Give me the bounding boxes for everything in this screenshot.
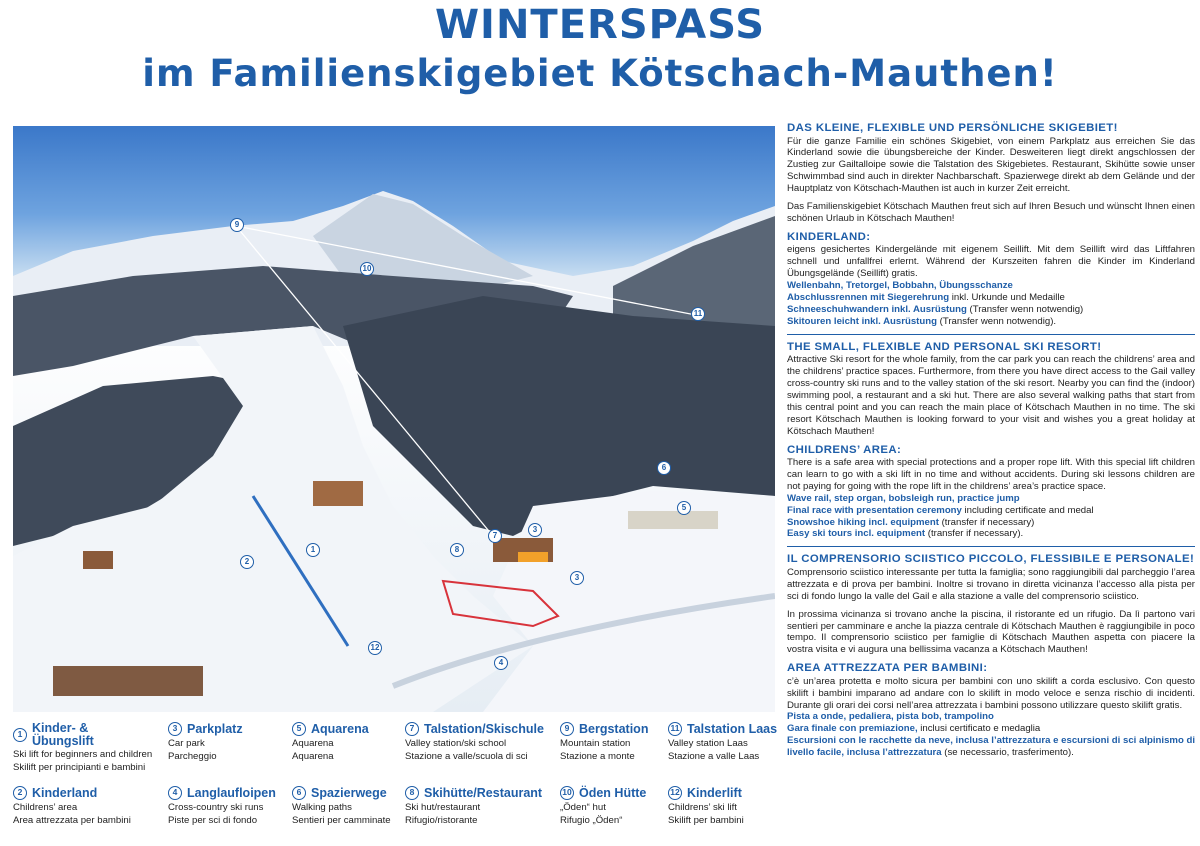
- list-item: Skitouren leicht inkl. Ausrüstung (Transfer wenn notwendig).: [787, 315, 1057, 327]
- italian-intro: Comprensorio sciistico interessante per tutta la famiglia; sono raggiungibili dal parcheggio l’area attrezzata e di prova per bambini. Inoltre si trovano in diretta vicinanza l’accesso alla pista per sci di fondo lungo la valle del Gail e alla stazione a valle del comprensorio sciistico.: [787, 566, 1195, 602]
- number-badge: 10: [560, 786, 574, 800]
- number-badge: 5: [292, 722, 306, 736]
- legend-line-en: Cross-country ski runs: [168, 802, 264, 813]
- italian-children-area-text: c’è un’area protetta e molto sicura per bambini con uno skilift a corda esclusivo. Con questo skilift i bambini imparano ad andare con lo skilift in modo veloce e senza rischio di incidenti. Durante gli orari dei corsi nell’area attrezzata i bambini possono utilizzare questo skilift gratis.: [787, 675, 1195, 711]
- list-item: Easy ski tours incl. equipment (transfer if necessary).: [787, 528, 1024, 540]
- legend-line-en: Mountain station: [560, 738, 631, 749]
- german-offer-list: [787, 280, 1195, 328]
- info-column: [787, 122, 1195, 761]
- legend-line-it: Rifugio/ristorante: [405, 814, 478, 826]
- list-item: Wellenbahn, Tretorgel, Bobbahn, Übungsschanze: [787, 280, 1013, 292]
- legend-title: Talstation/Skischule: [424, 721, 544, 736]
- legend-line-en: Valley station Laas: [668, 738, 748, 749]
- italian-nearby: In prossima vicinanza si trovano anche la piscina, il ristorante ed un rifugio. Da lì partono vari sentieri per camminare e anche la piazza centrale di Kötschach Mauthen è raggiungibile in poco tempo. Il comprensorio sciistico per famiglie di Kötschach Mauthen aspetta con piacere la vostra visita e vi augura una bellissima vacanza a Kötschach Mauthen!: [787, 608, 1195, 656]
- legend-line-it: Rifugio „Öden“: [560, 814, 623, 826]
- list-item: Abschlussrennen mit Siegerehrung inkl. Urkunde und Medaille: [787, 291, 1065, 303]
- map-marker-6[interactable]: 6: [657, 461, 671, 475]
- legend-title: Öden Hütte: [579, 785, 647, 800]
- german-welcome: Das Familienskigebiet Kötschach Mauthen freut sich auf Ihren Besuch und wünscht Ihnen einen schönen Urlaub in Kötschach Mauthen!: [787, 201, 1195, 224]
- number-badge: 3: [168, 722, 182, 736]
- list-item: Pista a onde, pedaliera, pista bob, trampolino: [787, 711, 994, 723]
- legend-line-en: Ski hut/restaurant: [405, 802, 481, 813]
- english-heading: THE SMALL, FLEXIBLE AND PERSONAL SKI RESORT!: [787, 340, 1102, 353]
- legend-title: Spazierwege: [311, 785, 387, 800]
- map-marker-12[interactable]: 12: [368, 641, 382, 655]
- map-marker-3b[interactable]: 3: [570, 571, 584, 585]
- legend-line-en: Car park: [168, 738, 205, 749]
- legend-item-11: [668, 722, 808, 763]
- list-item: Wave rail, step organ, bobsleigh run, practice jump: [787, 492, 1020, 504]
- italian-offer-list: [787, 711, 1195, 759]
- english-offer-list: [787, 493, 1195, 541]
- legend-line-it: Skilift per principianti e bambini: [13, 761, 146, 773]
- legend-item-4: [168, 786, 308, 827]
- legend-title: Aquarena: [311, 721, 369, 736]
- german-intro: Für die ganze Familie ein schönes Skigebiet, von einem Parkplatz aus erreichen Sie das Kinderland sowie die übungsbereiche der Kinder. Desweiteren liegt direkt angschlossen der Zustieg zur Gailtalloipe sowie die Talstation des Skigebietes. Restaurant, Skihütte sowie unser Schwimmbad sind auch in direkter Nachbarschaft. Spazierwege direkt ab dem Gelände und der Hauptplatz von Kötschach-Mauthen ist auch in kurzer Zeit erreicht.: [787, 135, 1195, 195]
- number-badge: 11: [668, 722, 682, 736]
- legend-line-it: Piste per sci di fondo: [168, 814, 258, 826]
- legend-line-en: Childrens’ ski lift: [668, 802, 737, 813]
- legend-line-it: Stazione a valle Laas: [668, 750, 760, 762]
- legend-title: Kinderlift: [687, 785, 742, 800]
- legend-line-it: Aquarena: [292, 750, 334, 762]
- legend-title: Talstation Laas: [687, 721, 778, 736]
- number-badge: 2: [13, 786, 27, 800]
- legend-title: Kinder- & Übungslift: [32, 721, 94, 748]
- number-badge: 7: [405, 722, 419, 736]
- map-marker-2[interactable]: 2: [240, 555, 254, 569]
- legend-item-8: [405, 786, 545, 827]
- list-item: Escursioni con le racchette da neve, inclusa l’attrezzatura e escursioni di sci alpinismo di livello facile, inclusa l’attrezzatura (se necessario, trasferimento).: [787, 735, 1195, 759]
- german-heading: DAS KLEINE, FLEXIBLE UND PERSÖNLICHE SKIGEBIET!: [787, 122, 1118, 134]
- map-marker-4[interactable]: 4: [494, 656, 508, 670]
- legend-line-it: Stazione a valle/scuola di sci: [405, 750, 528, 762]
- ski-area-photo: [13, 126, 775, 712]
- english-childrens-area-text: There is a safe area with special protections and a proper rope lift. With this special lift children can learn to go with a ski lift in no time and without accidents. During ski lessons children are not paying for going with the rope lift in the childrens’ area’s practice space.: [787, 457, 1195, 492]
- legend-line-it: Skilift per bambini: [668, 814, 744, 826]
- list-item: Final race with presentation ceremony including certificate and medal: [787, 504, 1094, 516]
- legend-title: Bergstation: [579, 721, 649, 736]
- legend-line-it: Stazione a monte: [560, 750, 635, 762]
- legend-line-en: Walking paths: [292, 802, 352, 813]
- legend-line-en: Valley station/ski school: [405, 738, 507, 749]
- legend-title: Skihütte/Restaurant: [424, 785, 543, 800]
- legend-line-en: „Öden“ hut: [560, 802, 606, 813]
- english-intro: Attractive Ski resort for the whole family, from the car park you can reach the childrens’ area and the childrens’ practice spaces. Furthermore, from there you have direct access to the Gail valley cross-country ski runs and to the valley station of the ski resort. Nearby you can find the (indoor) swimming pool, a restaurant and a ski hut. There are also several walking paths that start from this central point and you can reach the main place of Kötschach Mauthen in no time. The ski resort Kötschach Mauthen is looking forward to your visit and wishes you a great holiday at Kötschach Mauthen!: [787, 354, 1195, 437]
- legend-item-12: [668, 786, 808, 827]
- legend-item-1: [13, 722, 153, 774]
- italian-children-area-heading: AREA ATTREZZATA PER BAMBINI:: [787, 662, 988, 675]
- legend-item-2: [13, 786, 153, 827]
- map-marker-8[interactable]: 8: [450, 543, 464, 557]
- italian-heading: IL COMPRENSORIO SCIISTICO PICCOLO, FLESSIBILE E PERSONALE!: [787, 553, 1195, 566]
- legend-line-en: Ski lift for beginners and children: [13, 749, 153, 760]
- map-marker-9[interactable]: 9: [230, 218, 244, 232]
- page-title: WINTERSPASS: [434, 2, 766, 48]
- legend-item-7: [405, 722, 545, 763]
- map-marker-7[interactable]: 7: [488, 529, 502, 543]
- number-badge: 12: [668, 786, 682, 800]
- number-badge: 6: [292, 786, 306, 800]
- legend-item-3: [168, 722, 308, 763]
- legend-title: Langlaufloipen: [187, 785, 276, 800]
- number-badge: 8: [405, 786, 419, 800]
- list-item: Snowshoe hiking incl. equipment (transfer if necessary): [787, 516, 1035, 528]
- map-marker-10[interactable]: 10: [360, 262, 374, 276]
- legend-line-it: Sentieri per camminate: [292, 814, 391, 826]
- list-item: Gara finale con premiazione, inclusi certificato e medaglia: [787, 723, 1041, 735]
- english-childrens-area-heading: CHILDRENS’ AREA:: [787, 443, 902, 456]
- number-badge: 1: [13, 728, 27, 742]
- map-legend: [13, 722, 783, 842]
- divider: [787, 334, 1195, 335]
- legend-line-en: Childrens’ area: [13, 802, 78, 813]
- page-subtitle: im Familienskigebiet Kötschach-Mauthen!: [142, 52, 1058, 95]
- ski-area-illustration: [13, 126, 775, 712]
- legend-line-it: Parcheggio: [168, 750, 217, 762]
- map-marker-11[interactable]: 11: [691, 307, 705, 321]
- list-item: Schneeschuhwandern inkl. Ausrüstung (Transfer wenn notwendig): [787, 303, 1084, 315]
- number-badge: 9: [560, 722, 574, 736]
- legend-title: Parkplatz: [187, 721, 243, 736]
- map-marker-5[interactable]: 5: [677, 501, 691, 515]
- legend-line-it: Area attrezzata per bambini: [13, 814, 131, 826]
- german-kinderland-heading: KINDERLAND:: [787, 230, 871, 243]
- legend-title: Kinderland: [32, 785, 98, 800]
- divider: [787, 546, 1195, 547]
- map-marker-1[interactable]: 1: [306, 543, 320, 557]
- number-badge: 4: [168, 786, 182, 800]
- german-kinderland-text: eigens gesichertes Kindergelände mit eigenem Seillift. Mit dem Seillift wird das Liftfahren schnell und unfallfrei erlernt. Während der Kurszeiten fahren die Kinder im Kinderland Übungsgelände (Seillift) gratis.: [787, 244, 1195, 280]
- legend-line-en: Aquarena: [292, 738, 334, 749]
- map-marker-3a[interactable]: 3: [528, 523, 542, 537]
